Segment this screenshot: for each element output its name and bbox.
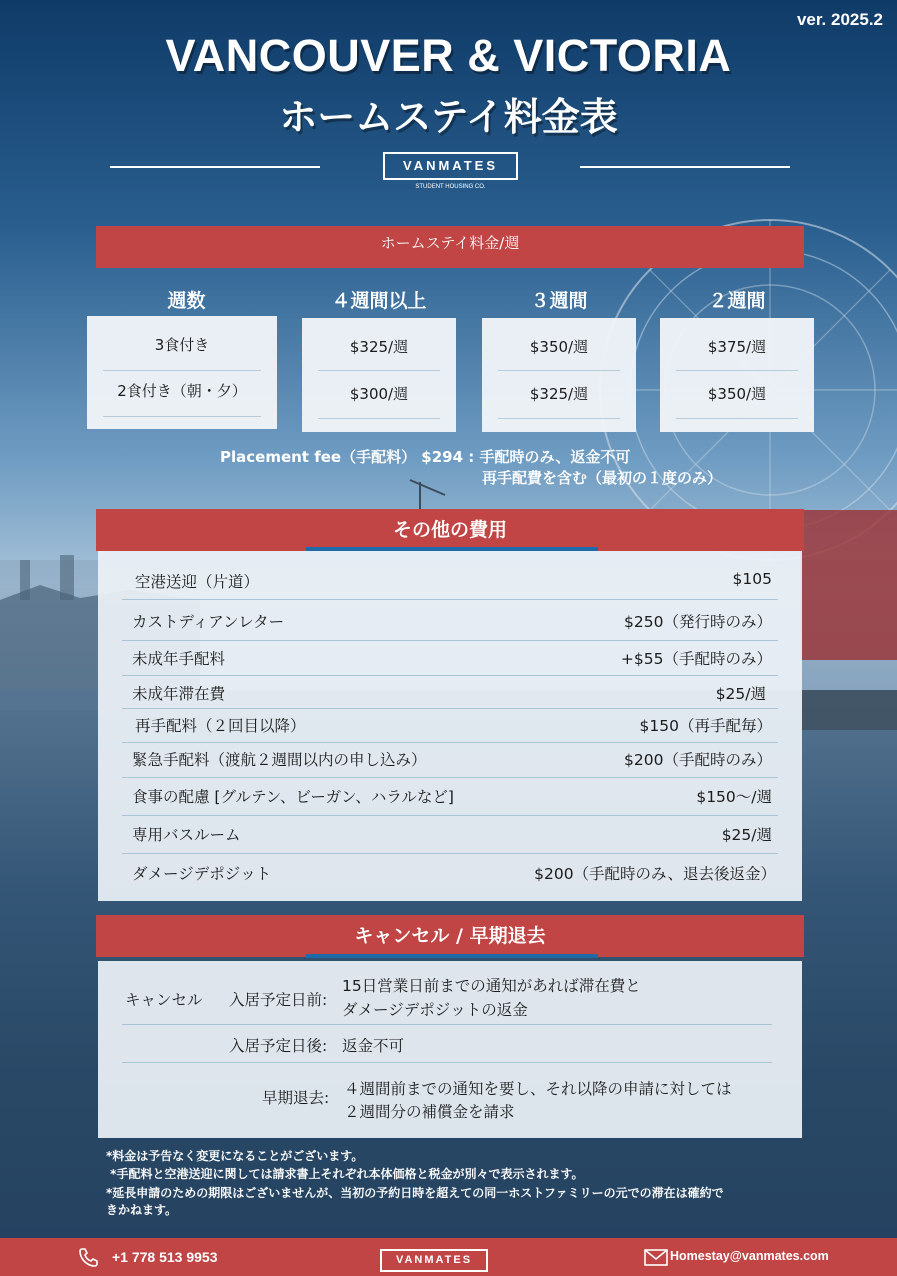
divider xyxy=(122,815,778,816)
note-line: *延長申請のための期限はございませんが、当初の予約日時を超えての同一ホストファミリーの元での滞在は確約で xyxy=(106,1186,724,1200)
divider xyxy=(122,675,778,676)
placement-fee-note: 再手配費を含む（最初の１度のみ） xyxy=(482,469,723,487)
price-4weeks-2meals: $300/週 xyxy=(349,385,409,403)
col-header-2weeks: ２週間 xyxy=(708,290,766,312)
early-leave-label: 早期退去: xyxy=(262,1089,330,1107)
before-move-in-text-2: ダメージデポジットの返金 xyxy=(342,1001,528,1019)
brand-tagline: STUDENT HOUSING CO. xyxy=(415,184,486,190)
after-move-in-label: 入居予定日後: xyxy=(229,1037,328,1055)
divider xyxy=(103,416,261,417)
price-2weeks-3meals: $375/週 xyxy=(707,338,767,356)
divider xyxy=(318,370,440,371)
cancel-header: キャンセル / 早期退去 xyxy=(96,915,804,957)
footer-bar xyxy=(0,1238,897,1276)
fee-label: 未成年手配料 xyxy=(132,650,226,668)
divider xyxy=(103,370,261,371)
after-move-in-text: 返金不可 xyxy=(342,1037,405,1055)
fee-label: 専用バスルーム xyxy=(132,826,241,844)
fee-label: カストディアンレター xyxy=(132,613,285,631)
price-4weeks-3meals: $325/週 xyxy=(349,338,409,356)
divider xyxy=(122,708,778,709)
cancel-panel xyxy=(98,961,802,1138)
meal-plan-card xyxy=(87,316,277,429)
note-line: きかねます。 xyxy=(106,1203,178,1217)
divider xyxy=(676,418,798,419)
fee-value: $200（手配時のみ、退去後返金） xyxy=(534,865,776,883)
divider xyxy=(122,777,778,778)
fee-label: ダメージデポジット xyxy=(132,865,272,883)
phone-number[interactable]: +1 778 513 9953 xyxy=(112,1249,218,1265)
title-japanese: ホームステイ料金表 xyxy=(279,95,618,139)
fee-label: 未成年滞在費 xyxy=(132,685,226,703)
price-card-4weeks xyxy=(302,318,456,432)
footer-logo: VANMATES xyxy=(380,1249,488,1272)
fee-label: 再手配料（２回目以降） xyxy=(135,717,306,735)
fee-value: $200（手配時のみ） xyxy=(624,751,772,769)
fee-value: $150（再手配毎） xyxy=(639,717,772,735)
weeks-column-header: 週数 xyxy=(167,290,206,312)
weekly-fee-header: ホームステイ料金/週 xyxy=(96,226,804,268)
price-card-2weeks xyxy=(660,318,814,432)
mail-icon xyxy=(644,1249,668,1266)
col-header-3weeks: ３週間 xyxy=(530,290,588,312)
fee-label: 緊急手配料（渡航２週間以内の申し込み） xyxy=(132,751,427,769)
divider xyxy=(122,640,778,641)
price-3weeks-3meals: $350/週 xyxy=(529,338,589,356)
header-accent xyxy=(306,954,598,958)
placement-fee: Placement fee（手配料） $294 : 手配時のみ、返金不可 xyxy=(220,448,631,466)
fee-value: +$55（手配時のみ） xyxy=(620,650,772,668)
early-leave-text-1: ４週間前までの通知を要し、それ以降の申請に対しては xyxy=(344,1080,732,1098)
divider xyxy=(498,370,620,371)
version-label: ver. 2025.2 xyxy=(796,10,883,29)
fee-value: $25/週 xyxy=(715,685,766,703)
cancel-label: キャンセル xyxy=(125,991,203,1009)
note-line: *料金は予告なく変更になることがございます。 xyxy=(106,1149,364,1163)
meal-plan-3meals: 3食付き xyxy=(154,336,210,354)
col-header-4weeks: ４週間以上 xyxy=(331,290,427,312)
before-move-in-label: 入居予定日前: xyxy=(229,991,328,1009)
other-fees-panel xyxy=(98,551,802,901)
divider xyxy=(122,1024,772,1025)
fee-value: $105 xyxy=(732,570,772,588)
divider xyxy=(498,418,620,419)
fee-label: 空港送迎（片道） xyxy=(135,573,260,591)
divider xyxy=(122,853,778,854)
email-address[interactable]: Homestay@vanmates.com xyxy=(670,1249,829,1263)
brand-logo: VANMATES xyxy=(383,152,518,180)
fee-value: $150～/週 xyxy=(696,788,772,806)
divider xyxy=(318,418,440,419)
note-line: *手配料と空港送迎に関しては請求書上それぞれ本体価格と税金が別々で表示されます。 xyxy=(106,1167,584,1181)
decorative-line-right xyxy=(580,166,790,168)
divider xyxy=(122,742,778,743)
meal-plan-2meals: 2食付き（朝・夕） xyxy=(117,382,247,400)
fee-value: $25/週 xyxy=(721,826,772,844)
decorative-line-left xyxy=(110,166,320,168)
fee-label: 食事の配慮 [グルテン、ビーガン、ハラルなど] xyxy=(132,788,454,806)
other-fees-header: その他の費用 xyxy=(96,509,804,551)
before-move-in-text-1: 15日営業日前までの通知があれば滞在費と xyxy=(342,977,641,995)
fee-value: $250（発行時のみ） xyxy=(624,613,772,631)
divider xyxy=(676,370,798,371)
title-english: VANCOUVER & VICTORIA xyxy=(165,30,732,81)
divider xyxy=(122,1062,772,1063)
early-leave-text-2: ２週間分の補償金を請求 xyxy=(344,1103,515,1121)
price-2weeks-2meals: $350/週 xyxy=(707,385,767,403)
price-3weeks-2meals: $325/週 xyxy=(529,385,589,403)
phone-icon xyxy=(78,1247,98,1267)
divider xyxy=(122,599,778,600)
price-card-3weeks xyxy=(482,318,636,432)
